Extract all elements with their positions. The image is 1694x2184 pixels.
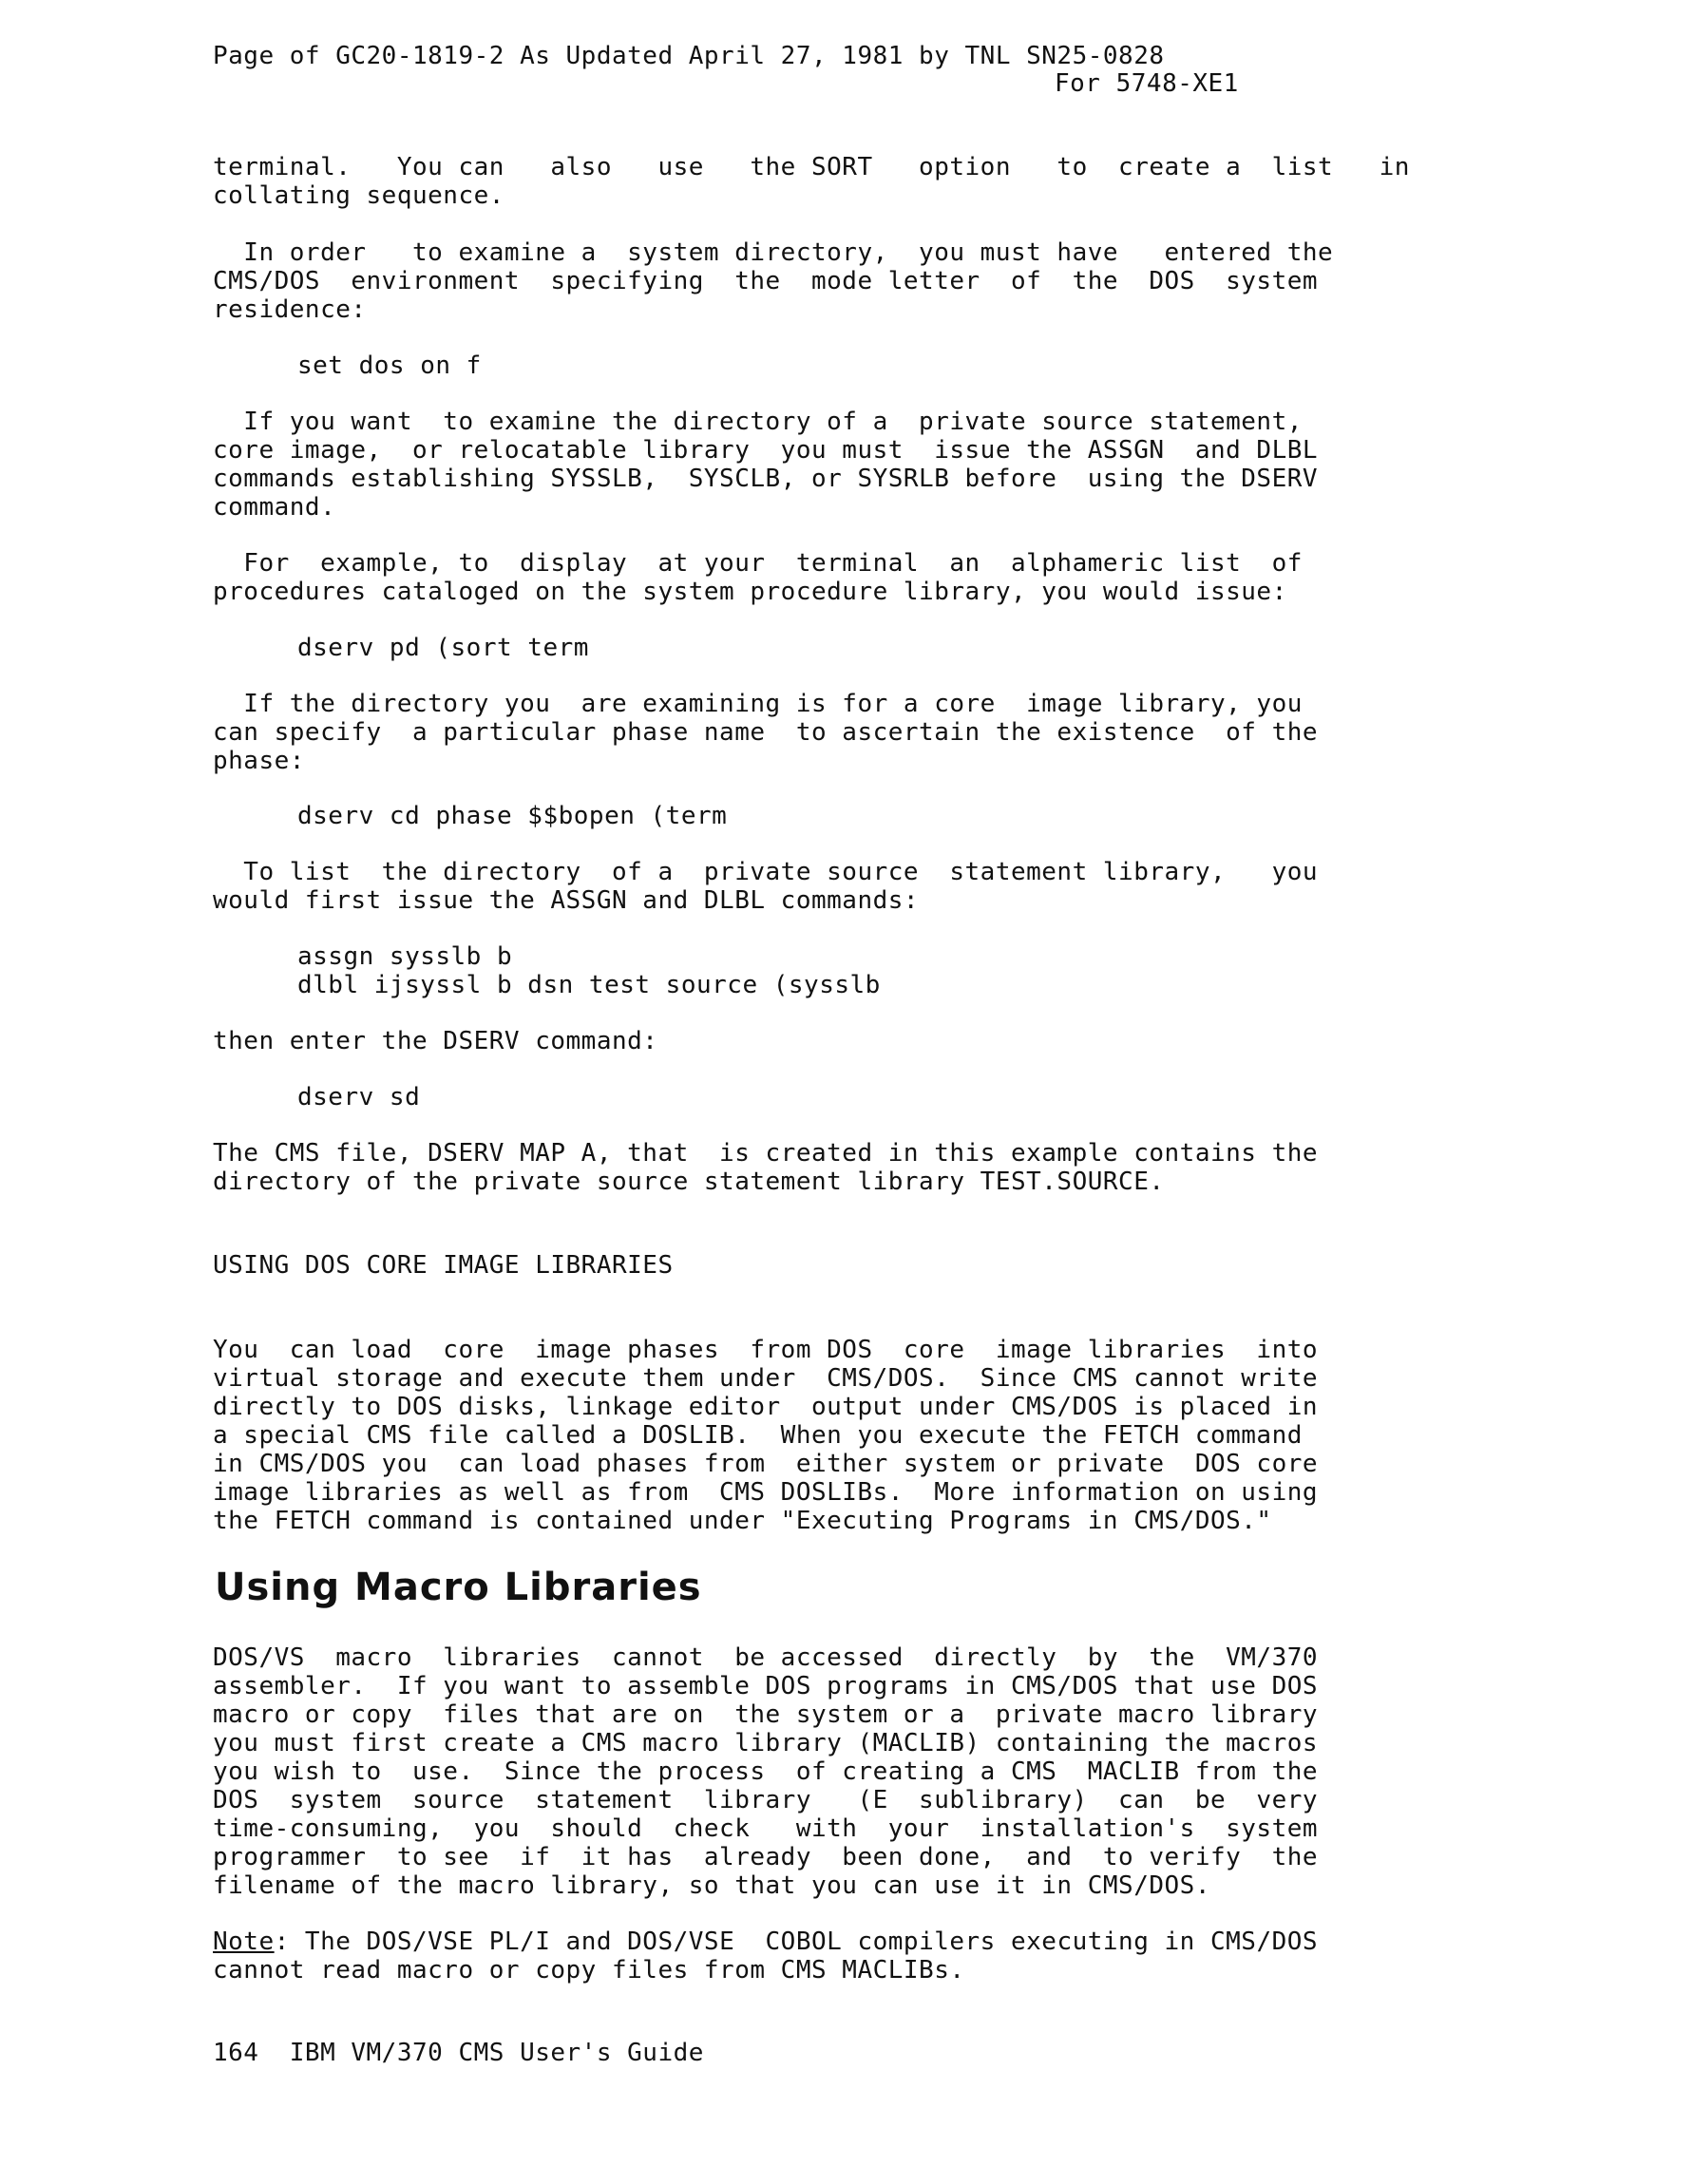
paragraph-3-line-4: command. — [213, 493, 336, 522]
paragraph-2-line-3: residence: — [213, 295, 367, 324]
paragraph-4-line-2: procedures cataloged on the system procedure library, you would issue: — [213, 578, 1287, 606]
paragraph-5-line-1: If the directory you are examining is for a core image library, you — [213, 690, 1303, 718]
page-footer: 164 IBM VM/370 CMS User's Guide — [213, 2039, 704, 2067]
paragraph-5-line-3: phase: — [213, 747, 305, 775]
section-1-line-6: image libraries as well as from CMS DOSLIBs. More information on using — [213, 1478, 1319, 1507]
section-1-line-2: virtual storage and execute them under CMS/DOS. Since CMS cannot write — [213, 1364, 1319, 1393]
section-2-line-7: time-consuming, you should check with your installation's system — [213, 1814, 1319, 1843]
command-example-set-dos: set dos on f — [297, 351, 482, 380]
section-2-line-5: you wish to use. Since the process of creating a CMS MACLIB from the — [213, 1757, 1319, 1786]
section-2-line-6: DOS system source statement library (E sublibrary) can be very — [213, 1786, 1319, 1814]
paragraph-3-line-1: If you want to examine the directory of a private source statement, — [213, 408, 1303, 436]
paragraph-6-line-2: would first issue the ASSGN and DLBL commands: — [213, 886, 920, 915]
header-line-2: For 5748-XE1 — [1055, 69, 1239, 98]
command-example-dserv-pd: dserv pd (sort term — [297, 634, 589, 662]
note-line-1 — [213, 1928, 1318, 1956]
section-2-line-1: DOS/VS macro libraries cannot be accessed directly by the VM/370 — [213, 1643, 1319, 1672]
paragraph-7: then enter the DSERV command: — [213, 1027, 658, 1055]
paragraph-3-line-3: commands establishing SYSSLB, SYSCLB, or SYSRLB before using the DSERV — [213, 465, 1319, 493]
section-2-line-2: assembler. If you want to assemble DOS programs in CMS/DOS that use DOS — [213, 1672, 1319, 1700]
paragraph-4-line-1: For example, to display at your terminal an alphameric list of — [213, 549, 1303, 578]
section-heading-macro-libraries: Using Macro Libraries — [215, 1566, 702, 1609]
paragraph-2-line-1: In order to examine a system directory, you must have entered the — [213, 238, 1334, 267]
paragraph-6-line-1: To list the directory of a private source statement library, you — [213, 858, 1319, 886]
section-2-line-3: macro or copy files that are on the system or a private macro library — [213, 1700, 1319, 1729]
note-line-2: cannot read macro or copy files from CMS MACLIBs. — [213, 1956, 965, 1985]
paragraph-5-line-2: can specify a particular phase name to ascertain the existence of the — [213, 718, 1319, 747]
command-example-dlbl: dlbl ijsyssl b dsn test source (sysslb — [297, 971, 881, 999]
paragraph-1-line-2: collating sequence. — [213, 181, 504, 210]
note-text: : The DOS/VSE PL/I and DOS/VSE COBOL compilers executing in CMS/DOS — [274, 1928, 1319, 1956]
paragraph-8-line-1: The CMS file, DSERV MAP A, that is created in this example contains the — [213, 1139, 1319, 1168]
paragraph-8-line-2: directory of the private source statement library TEST.SOURCE. — [213, 1168, 1165, 1196]
section-title-core-image: USING DOS CORE IMAGE LIBRARIES — [213, 1251, 674, 1280]
section-2-line-8: programmer to see if it has already been done, and to verify the — [213, 1843, 1319, 1871]
section-2-line-4: you must first create a CMS macro library (MACLIB) containing the macros — [213, 1729, 1319, 1757]
command-example-assgn: assgn sysslb b — [297, 942, 513, 971]
section-1-line-1: You can load core image phases from DOS core image libraries into — [213, 1336, 1319, 1364]
section-1-line-7: the FETCH command is contained under "Executing Programs in CMS/DOS." — [213, 1507, 1272, 1535]
command-example-dserv-sd: dserv sd — [297, 1083, 421, 1111]
command-example-dserv-cd: dserv cd phase $$bopen (term — [297, 802, 728, 830]
section-1-line-5: in CMS/DOS you can load phases from either system or private DOS core — [213, 1450, 1319, 1478]
header-line-1: Page of GC20-1819-2 As Updated April 27, 1981 by TNL SN25-0828 — [213, 42, 1165, 70]
section-2-line-9: filename of the macro library, so that you can use it in CMS/DOS. — [213, 1871, 1210, 1900]
note-label: Note — [213, 1928, 275, 1956]
section-1-line-3: directly to DOS disks, linkage editor output under CMS/DOS is placed in — [213, 1393, 1319, 1421]
paragraph-3-line-2: core image, or relocatable library you must issue the ASSGN and DLBL — [213, 436, 1319, 465]
paragraph-2-line-2: CMS/DOS environment specifying the mode letter of the DOS system — [213, 267, 1319, 295]
section-1-line-4: a special CMS file called a DOSLIB. When you execute the FETCH command — [213, 1421, 1303, 1450]
paragraph-1-line-1: terminal. You can also use the SORT option to create a list in — [213, 153, 1410, 181]
